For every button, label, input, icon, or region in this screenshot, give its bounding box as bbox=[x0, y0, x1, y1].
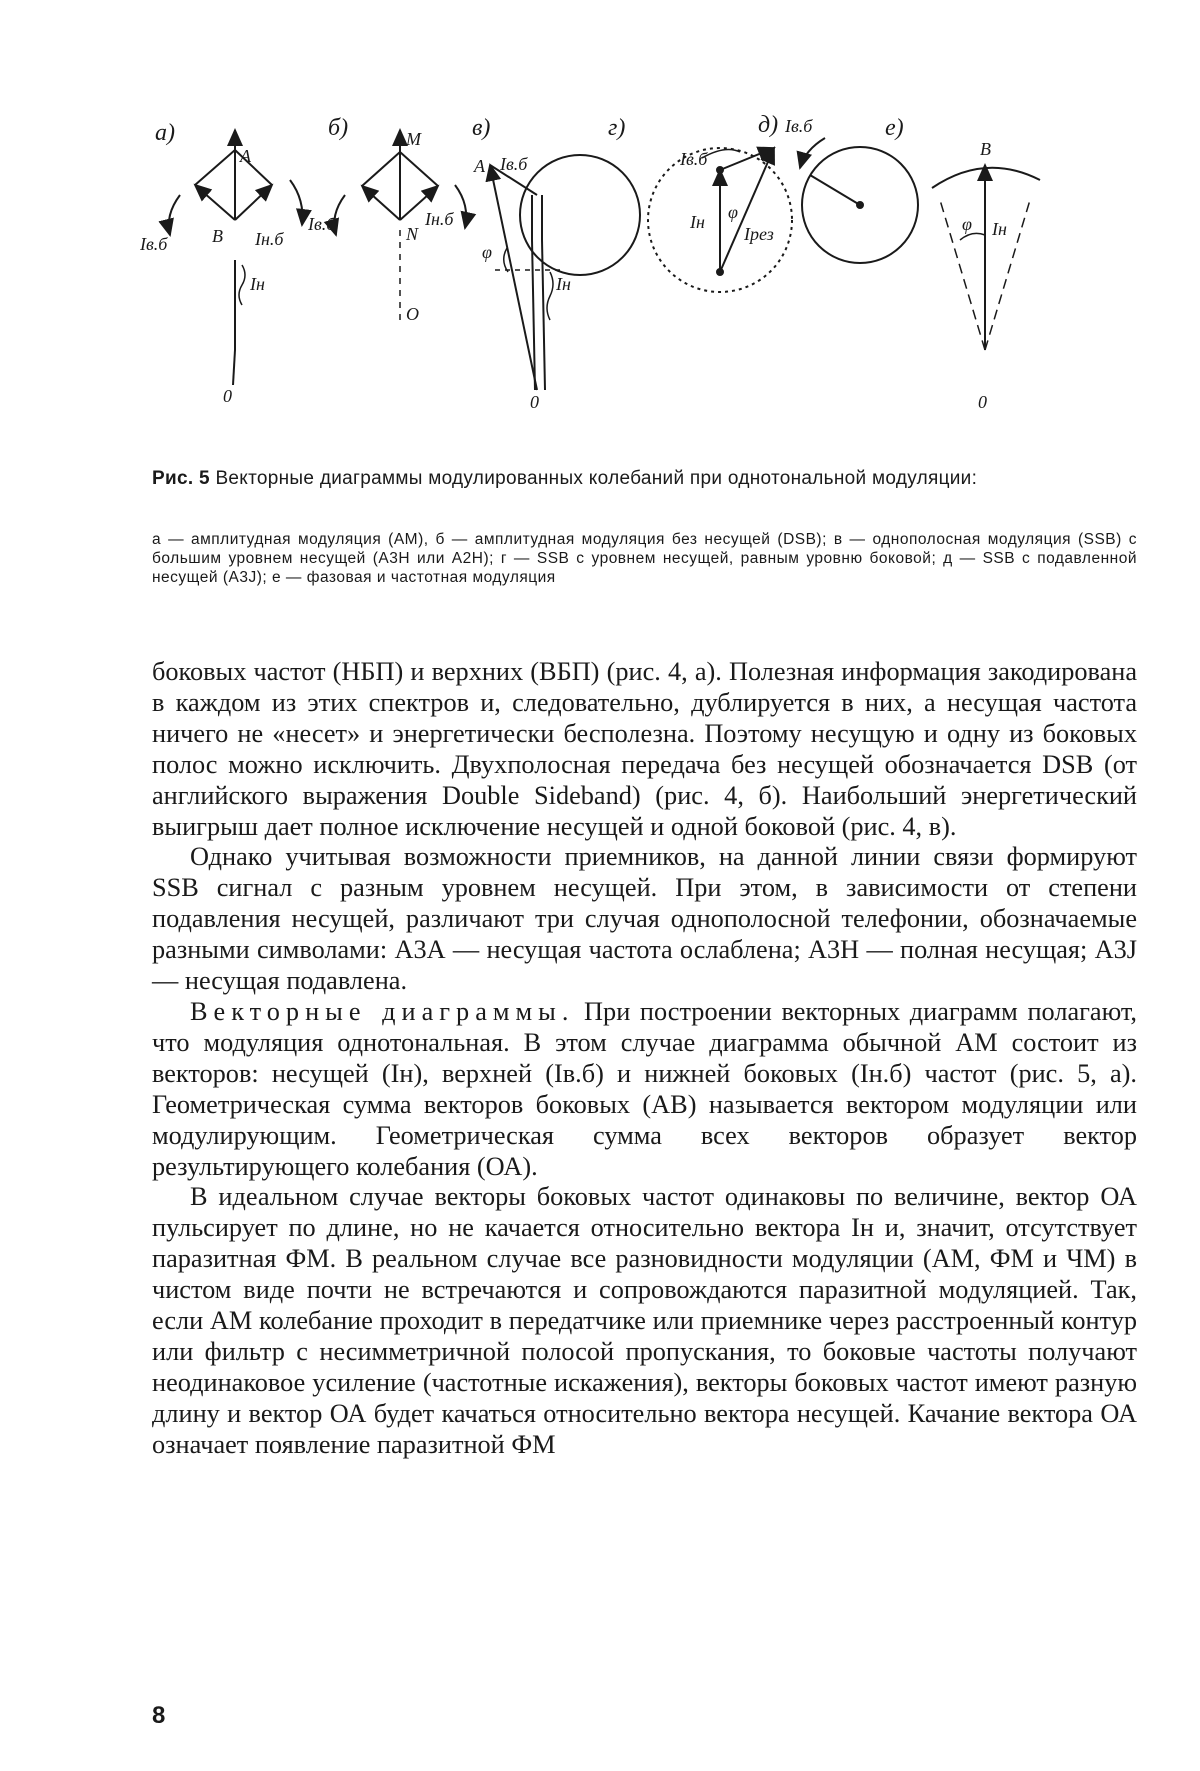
paragraph-3 bbox=[152, 997, 1137, 1182]
paragraph-1: боковых частот (НБП) и верхних (ВБП) (рис. 4, а). Полезная информация закодирована в каждом из этих спектров и, следовательно, дублируется в них, а несущая частота ничего не «несет» и энергетически бесполезна. Поэтому несущую и одну из боковых полос можно исключить. Двухполосная передача без несущей обозначается DSB (от английского выражения Double Sideband) (рис. 4, б). Наибольший энергетический выигрыш дает полное исключение несущей и одной боковой (рис. 4, в). bbox=[152, 657, 1137, 841]
panel-label-e: д) bbox=[758, 112, 779, 138]
label-d-In: Iн bbox=[690, 212, 705, 232]
paragraph-2: Однако учитывая возможности приемников, на данной линии связи формируют SSB сигнал с разным уровнем несущей. При этом, в зависимости от степени подавления несущей, различают три случая однополосной телефонии, обозначаемые разными символами: А3А — несущая частота ослаблена; А3Н — полная несущая; А3J — несущая подавлена. bbox=[152, 842, 1137, 996]
label-c-phi: φ bbox=[482, 242, 492, 262]
page-number: 8 bbox=[152, 1702, 166, 1729]
label-a-O: 0 bbox=[223, 386, 232, 406]
figure-legend: а — амплитудная модуляция (АМ), б — амплитудная модуляция без несущей (DSB); в — однополосная модуляция (SSB) с большим уровнем несущей (А3Н или А2Н); г — SSB с уровнем несущей, равным уровню боковой; д — SSB с подавленной несущей (A3J); е — фазовая и частотная модуляция bbox=[152, 531, 1137, 586]
panel-label-f: е) bbox=[885, 115, 904, 141]
label-b-N: N bbox=[406, 224, 419, 244]
label-c-A: A bbox=[474, 156, 485, 176]
label-b-Inb: Iн.б bbox=[425, 209, 454, 229]
paragraph-4: В идеальном случае векторы боковых частот одинаковы по величине, вектор ОА пульсирует по длине, но не качается относительно вектора Iн и, значит, отсутствует паразитная ФМ. В реальном случае все разновидности модуляции (АМ, ФМ и ЧМ) в чистом виде почти не встречаются и сопровождаются паразитной модуляцией. Так, если АМ колебание проходит в передатчике или приемнике через расстроенный контур или фильтр с несимметричной полосой пропускания, то боковые частоты получают неодинаковое усиление (частотные искажения), векторы боковых частот имеют разную длину и вектор ОА будет качаться относительно вектора несущей. Качание вектора ОА означает появление паразитной ФМ bbox=[152, 1182, 1137, 1459]
panel-d-diagram bbox=[648, 148, 792, 292]
label-b-O: O bbox=[406, 304, 419, 324]
label-a-In: Iн bbox=[250, 274, 265, 294]
label-c-O: 0 bbox=[530, 392, 539, 412]
body-text bbox=[152, 657, 1137, 1461]
panel-f-diagram bbox=[932, 165, 1040, 350]
panel-label-a: а) bbox=[155, 120, 175, 146]
panel-label-b: б) bbox=[328, 115, 349, 141]
panel-c-diagram bbox=[490, 155, 640, 390]
label-b-M: M bbox=[406, 129, 421, 149]
label-c-In: Iн bbox=[556, 274, 571, 294]
paragraph-3-text: При построении векторных диаграмм полагают, что модуляция однотональная. В этом случае диаграмма обычной АМ состоит из векторов: несущей (Iн), верхней (Iв.б) и нижней боковых (Iн.б) частот (рис. 5, а). Геометрическая сумма векторов боковых (AB) называется вектором модуляции или модулирующим. Геометрическая сумма всех векторов образует вектор результирующего колебания (ОА). bbox=[152, 996, 1137, 1181]
label-f-B: B bbox=[980, 139, 991, 159]
label-f-In: Iн bbox=[992, 219, 1007, 239]
panel-label-c: в) bbox=[472, 115, 491, 141]
label-d-Ivb: Iв.б bbox=[680, 149, 708, 169]
panel-label-d: г) bbox=[608, 115, 626, 141]
figure-caption bbox=[152, 468, 1137, 490]
caption-text: Векторные диаграммы модулированных колебаний при однотональной модуляции: bbox=[215, 468, 978, 489]
label-c-Ivb: Iв.б bbox=[500, 154, 528, 174]
panel-e-diagram bbox=[800, 138, 918, 263]
section-heading-inline: Векторные диаграммы. bbox=[190, 996, 575, 1026]
vector-diagrams-figure bbox=[140, 110, 1140, 440]
label-d-Ires: Iрез bbox=[744, 224, 774, 244]
label-a-Inb: Iн.б bbox=[255, 229, 284, 249]
label-f-O: 0 bbox=[978, 392, 987, 412]
caption-title: Рис. 5 bbox=[152, 468, 210, 489]
label-e-Ivb: Iв.б bbox=[785, 116, 813, 136]
label-a-Ivb: Iв.б bbox=[140, 234, 168, 254]
label-a-A: A bbox=[240, 146, 251, 166]
label-b-Ivb: Iв.б bbox=[308, 214, 336, 234]
label-a-B: B bbox=[212, 226, 223, 246]
label-f-phi: φ bbox=[962, 214, 972, 234]
panel-a-diagram bbox=[169, 130, 303, 385]
label-d-phi: φ bbox=[728, 202, 738, 222]
